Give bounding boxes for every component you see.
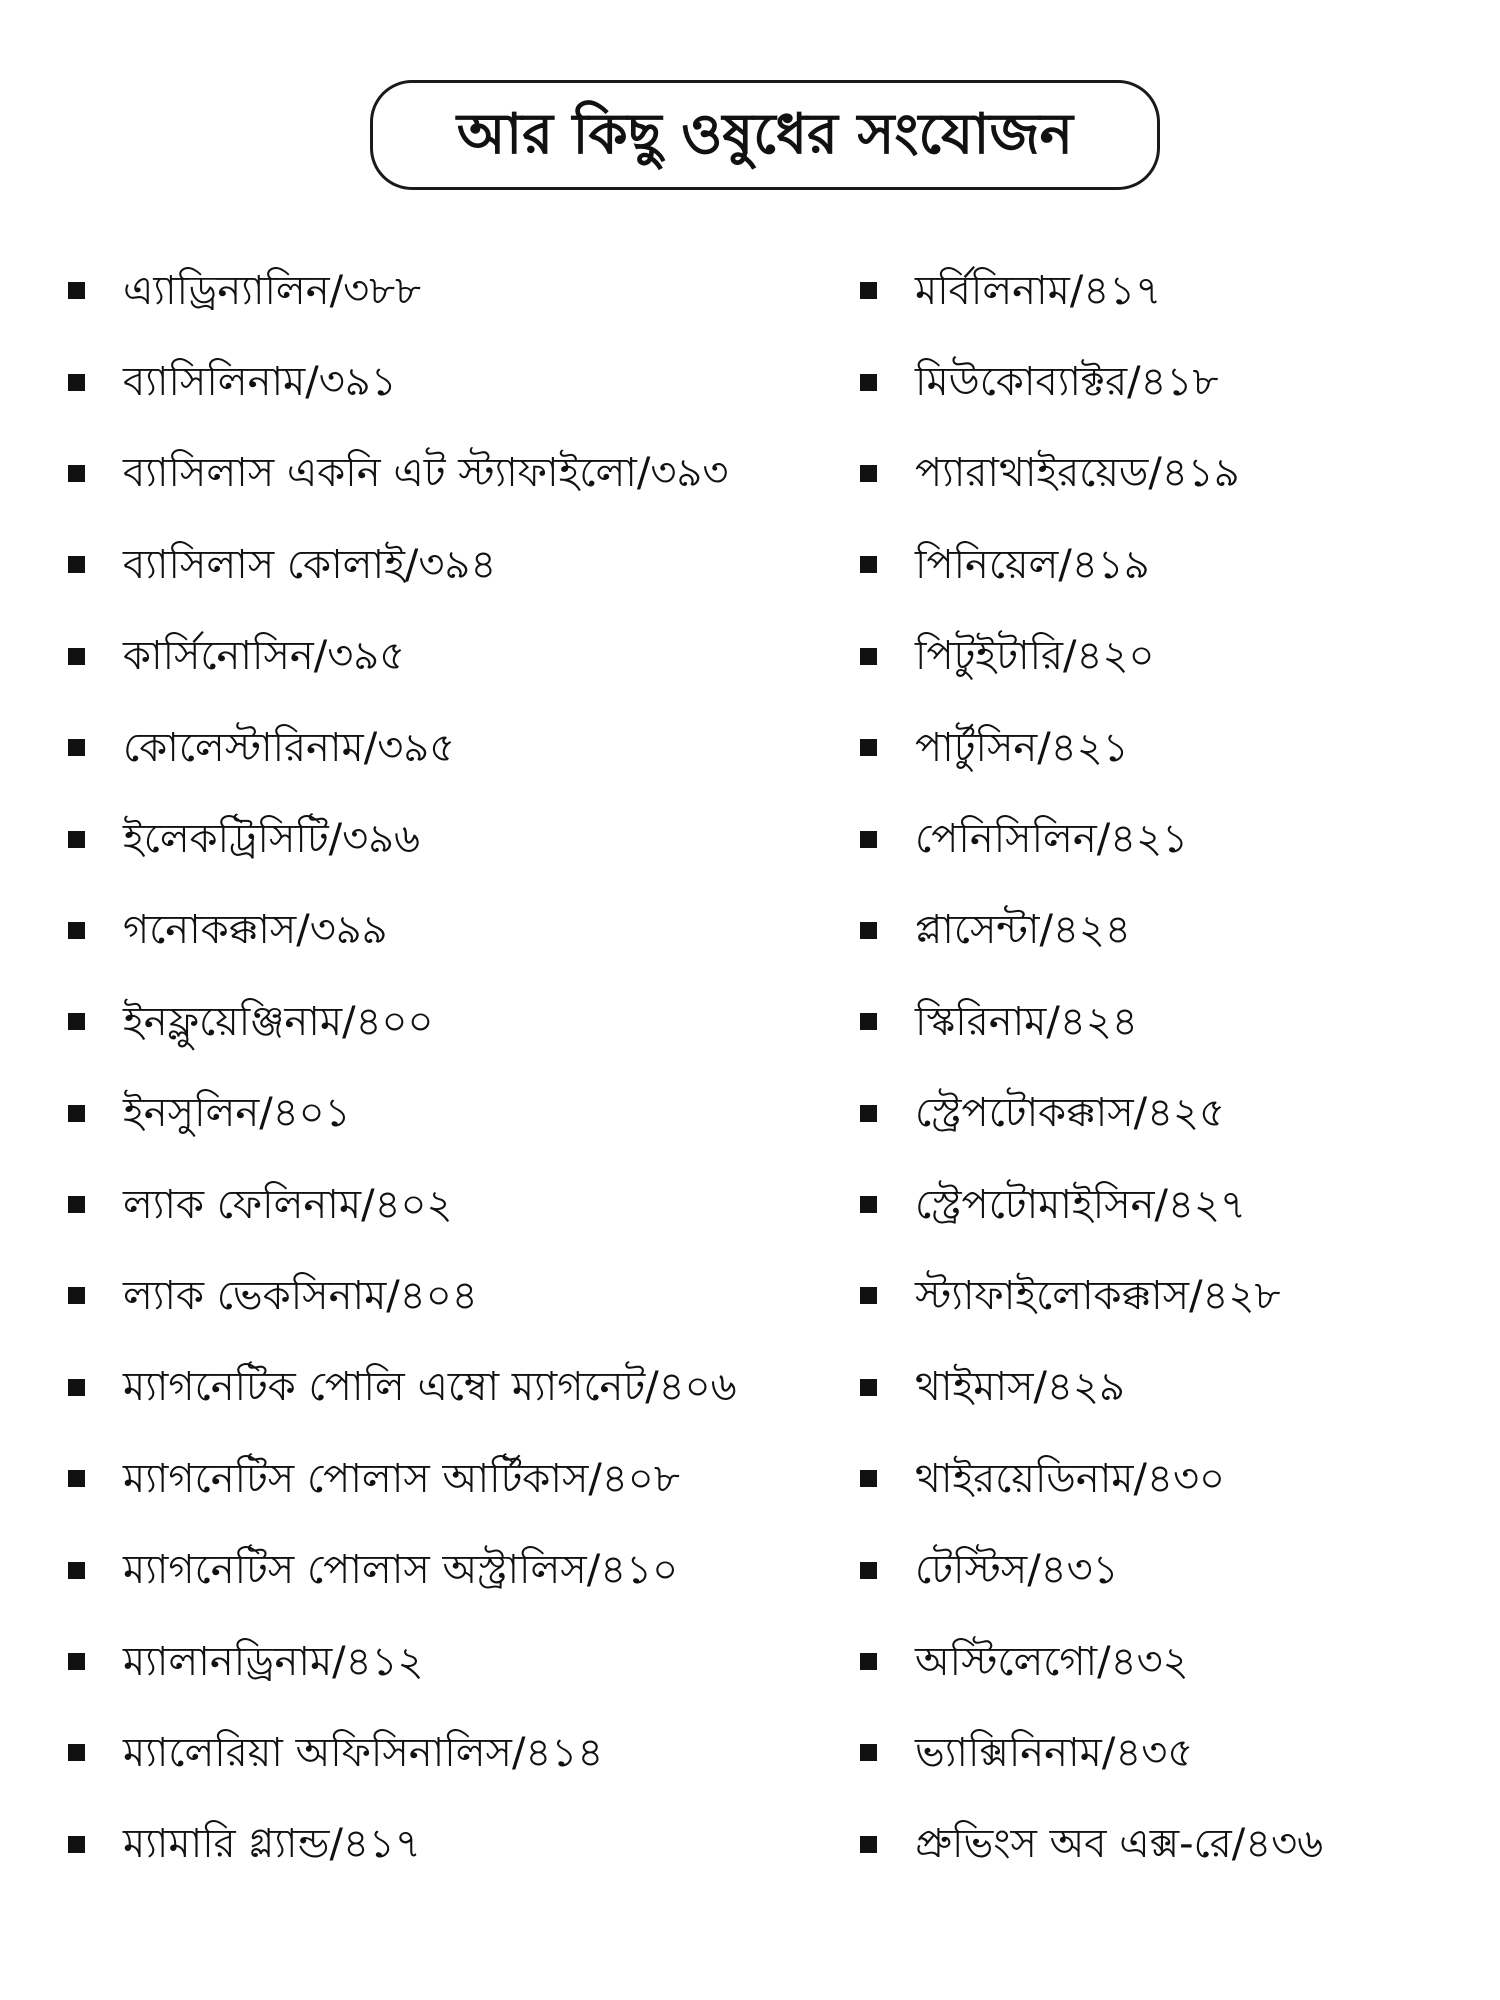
square-bullet-icon <box>860 648 877 665</box>
medicine-entry: পিটুইটারি/৪২০ <box>915 633 1155 680</box>
square-bullet-icon <box>68 374 85 391</box>
square-bullet-icon <box>860 374 877 391</box>
square-bullet-icon <box>860 1196 877 1213</box>
medicine-entry: ইলেকট্রিসিটি/৩৯৬ <box>123 816 421 863</box>
square-bullet-icon <box>68 556 85 573</box>
square-bullet-icon <box>68 465 85 482</box>
list-item <box>68 1433 788 1524</box>
medicine-entry: থাইরয়েডিনাম/৪৩০ <box>915 1455 1225 1502</box>
square-bullet-icon <box>68 922 85 939</box>
medicine-entry: ব্যাসিলিনাম/৩৯১ <box>123 359 397 406</box>
square-bullet-icon <box>860 1470 877 1487</box>
square-bullet-icon <box>68 282 85 299</box>
square-bullet-icon <box>68 1470 85 1487</box>
square-bullet-icon <box>68 1836 85 1853</box>
list-item <box>860 1159 1480 1250</box>
medicine-entry: ম্যালেরিয়া অফিসিনালিস/৪১৪ <box>123 1729 604 1776</box>
square-bullet-icon <box>860 1744 877 1761</box>
list-item <box>68 428 788 519</box>
medicine-entry: স্ট্রেপটোকক্কাস/৪২৫ <box>915 1090 1226 1137</box>
list-item <box>68 976 788 1067</box>
medicine-entry: স্কিরিনাম/৪২৪ <box>915 998 1138 1045</box>
medicine-entry: কোলেস্টারিনাম/৩৯৫ <box>123 724 456 771</box>
medicine-entry: ব্যাসিলাস একনি এট স্ট্যাফাইলো/৩৯৩ <box>123 450 729 497</box>
medicine-entry: স্ট্রেপটোমাইসিন/৪২৭ <box>915 1181 1246 1228</box>
square-bullet-icon <box>68 648 85 665</box>
list-item <box>860 1524 1480 1615</box>
medicine-entry: ব্যাসিলাস কোলাই/৩৯৪ <box>123 541 497 588</box>
medicine-entry: ম্যামারি গ্ল্যান্ড/৪১৭ <box>123 1821 421 1868</box>
square-bullet-icon <box>860 1562 877 1579</box>
list-item <box>860 1799 1480 1890</box>
list-item <box>68 1342 788 1433</box>
medicine-entry: ভ্যাক্সিনিনাম/৪৩৫ <box>915 1729 1194 1776</box>
medicine-entry: কার্সিনোসিন/৩৯৫ <box>123 633 406 680</box>
square-bullet-icon <box>860 1379 877 1396</box>
square-bullet-icon <box>68 739 85 756</box>
medicine-entry: থাইমাস/৪২৯ <box>915 1364 1125 1411</box>
square-bullet-icon <box>68 1013 85 1030</box>
square-bullet-icon <box>860 739 877 756</box>
medicine-entry: ম্যাগনেটিক পোলি এম্বো ম্যাগনেট/৪০৬ <box>123 1364 737 1411</box>
square-bullet-icon <box>860 465 877 482</box>
list-item <box>68 1250 788 1341</box>
square-bullet-icon <box>860 282 877 299</box>
list-item <box>860 1068 1480 1159</box>
list-item <box>860 1342 1480 1433</box>
square-bullet-icon <box>68 1744 85 1761</box>
list-item <box>860 1707 1480 1798</box>
list-item <box>860 1433 1480 1524</box>
list-item <box>860 245 1480 336</box>
list-item <box>860 1616 1480 1707</box>
list-item <box>68 1616 788 1707</box>
medicine-entry: পিনিয়েল/৪১৯ <box>915 541 1150 588</box>
list-item <box>68 793 788 884</box>
list-item <box>860 793 1480 884</box>
medicine-entry: মিউকোব্যাক্টর/৪১৮ <box>915 359 1219 406</box>
medicine-entry: ল্যাক ফেলিনাম/৪০২ <box>123 1181 453 1228</box>
square-bullet-icon <box>68 1196 85 1213</box>
square-bullet-icon <box>860 1836 877 1853</box>
medicine-entry: প্লাসেন্টা/৪২৪ <box>915 907 1131 954</box>
medicine-entry: ল্যাক ভেকসিনাম/৪০৪ <box>123 1272 478 1319</box>
list-item <box>860 976 1480 1067</box>
list-item <box>68 519 788 610</box>
medicine-entry: পেনিসিলিন/৪২১ <box>915 816 1189 863</box>
list-item <box>68 1159 788 1250</box>
square-bullet-icon <box>860 1105 877 1122</box>
list-item <box>68 1799 788 1890</box>
medicine-entry: অস্টিলেগো/৪৩২ <box>915 1638 1189 1685</box>
medicine-entry: ম্যাগনেটিস পোলাস আর্টিকাস/৪০৮ <box>123 1455 680 1502</box>
list-item <box>860 519 1480 610</box>
medicine-entry: প্রুভিংস অব এক্স-রে/৪৩৬ <box>915 1821 1324 1868</box>
medicine-entry: ম্যালানড্রিনাম/৪১২ <box>123 1638 424 1685</box>
square-bullet-icon <box>860 1287 877 1304</box>
list-item <box>68 1524 788 1615</box>
medicine-entry: পার্টুসিন/৪২১ <box>915 724 1129 771</box>
square-bullet-icon <box>860 831 877 848</box>
square-bullet-icon <box>68 1379 85 1396</box>
square-bullet-icon <box>68 831 85 848</box>
medicine-entry: ইনসুলিন/৪০১ <box>123 1090 351 1137</box>
medicine-entry: ম্যাগনেটিস পোলাস অস্ট্রালিস/৪১০ <box>123 1547 679 1594</box>
title-box <box>370 80 1160 190</box>
square-bullet-icon <box>860 1653 877 1670</box>
square-bullet-icon <box>68 1287 85 1304</box>
square-bullet-icon <box>68 1105 85 1122</box>
medicine-entry: স্ট্যাফাইলোকক্কাস/৪২৮ <box>915 1272 1281 1319</box>
medicine-entry: মর্বিলিনাম/৪১৭ <box>915 267 1162 314</box>
medicine-entry: গনোকক্কাস/৩৯৯ <box>123 907 388 954</box>
list-item <box>860 428 1480 519</box>
list-item <box>68 245 788 336</box>
left-column-list <box>68 245 788 1890</box>
medicine-entry: এ্যাড্রিন্যালিন/৩৮৮ <box>123 267 422 314</box>
list-item <box>68 702 788 793</box>
list-item <box>68 336 788 427</box>
list-item <box>860 336 1480 427</box>
medicine-entry: প্যারাথাইরয়েড/৪১৯ <box>915 450 1240 497</box>
square-bullet-icon <box>860 1013 877 1030</box>
square-bullet-icon <box>68 1653 85 1670</box>
list-item <box>68 611 788 702</box>
list-item <box>860 1250 1480 1341</box>
list-item <box>860 702 1480 793</box>
square-bullet-icon <box>860 922 877 939</box>
list-item <box>68 1707 788 1798</box>
right-column-list <box>860 245 1480 1890</box>
medicine-entry: ইনফ্লুয়েঞ্জিনাম/৪০০ <box>123 998 434 1045</box>
square-bullet-icon <box>68 1562 85 1579</box>
list-item <box>860 611 1480 702</box>
list-item <box>68 885 788 976</box>
medicine-entry: টেস্টিস/৪৩১ <box>915 1547 1119 1594</box>
list-item <box>68 1068 788 1159</box>
list-item <box>860 885 1480 976</box>
square-bullet-icon <box>860 556 877 573</box>
page-title: আর কিছু ওষুধের সংযোজন <box>456 102 1074 167</box>
